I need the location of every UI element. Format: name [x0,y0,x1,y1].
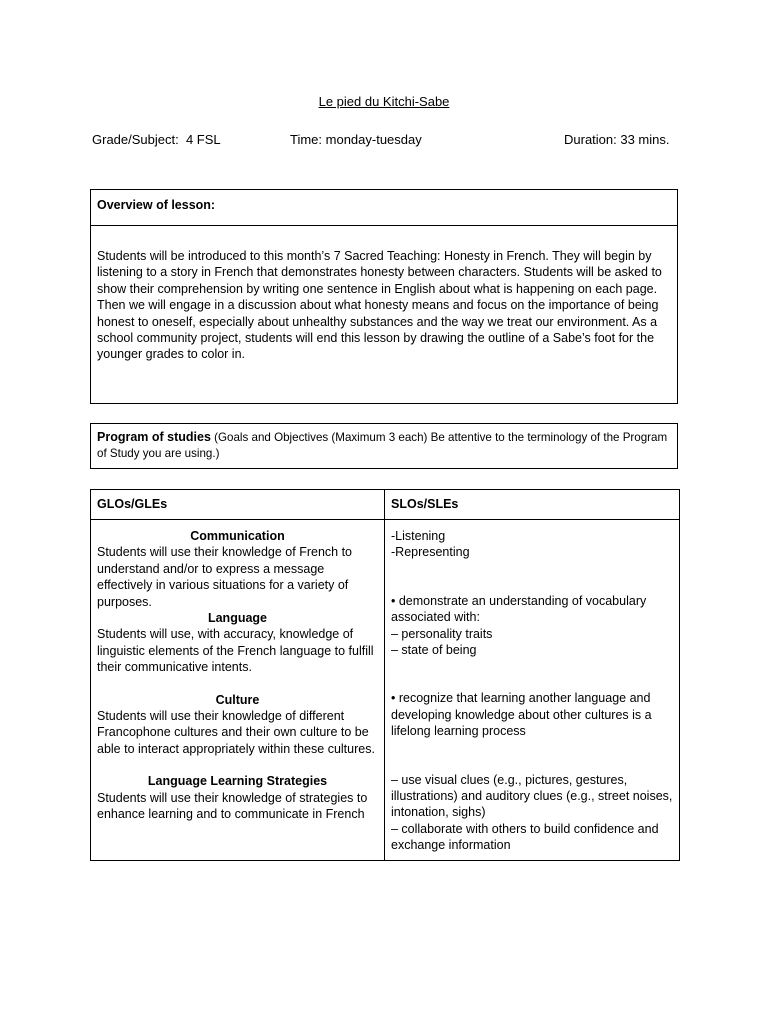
overview-heading: Overview of lesson: [91,190,677,226]
glo-heading: Culture [215,692,260,707]
spacer [391,740,673,756]
slo-header: SLOs/SLEs [385,490,680,520]
spacer [391,577,673,593]
glo-text: Students will use their knowledge of different Francophone cultures and their own culture to be able to interact appropriately within these cultures. [97,709,375,756]
glo-text: Students will use, with accuracy, knowledge of linguistic elements of the French language to fulfill their communicative intents. [97,627,374,675]
program-lead: Program of studies [97,430,211,444]
slo-cell [385,520,680,861]
slo-item: • recognize that learning another language and developing knowledge about other cultures is a lifelong learning process [391,691,652,739]
glo-heading: Language Learning Strategies [147,774,328,789]
program-of-studies-box [90,423,678,469]
glo-heading: Communication [190,529,285,543]
program-note: (Goals and Objectives (Maximum 3 each) Be attentive to the terminology of the Program of Study you are using.) [97,431,668,460]
spacer [97,757,378,773]
slo-item: – personality traits [391,626,493,641]
slo-item: -Listening [391,529,446,543]
glo-cell [91,520,385,861]
grade-subject: Grade/Subject: 4 FSL [92,132,221,147]
outcomes-table [90,489,680,861]
duration: Duration: 33 mins. [564,132,670,147]
document-title: Le pied du Kitchi-Sabe [318,94,450,109]
spacer [391,658,673,674]
glo-text: Students will use their knowledge of strategies to enhance learning and to communicate in French [97,790,368,822]
slo-item: – use visual clues (e.g., pictures, gestures, illustrations) and auditory clues (e.g., street noises, intonation, sighs) [391,772,673,820]
slo-item: • demonstrate an understanding of vocabulary associated with: [391,593,647,625]
spacer [391,674,673,690]
time: Time: monday-tuesday [290,132,422,147]
overview-box [90,189,678,404]
overview-text: Students will be introduced to this month’s 7 Sacred Teaching: Honesty in French. They will begin by listening to a story in French that demonstrates honesty between characters. Students will be asked to show their comprehension by writing one sentence in English about what is happening on each page. Then we will engage in a discussion about what honesty means and focus on the importance of being honest to oneself, especially about unhealthy substances and the way we treat our environment. As a school community project, students will end this lesson by drawing the outline of a Sabe’s foot for the younger grades to color in. [97,249,662,362]
slo-item: – collaborate with others to build confidence and exchange information [391,821,659,853]
glo-heading: Language [207,611,268,626]
glo-text: Students will use their knowledge of French to understand and/or to express a message effectively in various situations for a variety of purposes. [97,545,352,609]
slo-item: – state of being [391,643,477,658]
slo-item: -Representing [391,545,470,560]
spacer [97,676,378,692]
overview-body [91,226,677,363]
glo-header: GLOs/GLEs [91,490,385,520]
spacer [391,561,673,577]
spacer [391,756,673,772]
